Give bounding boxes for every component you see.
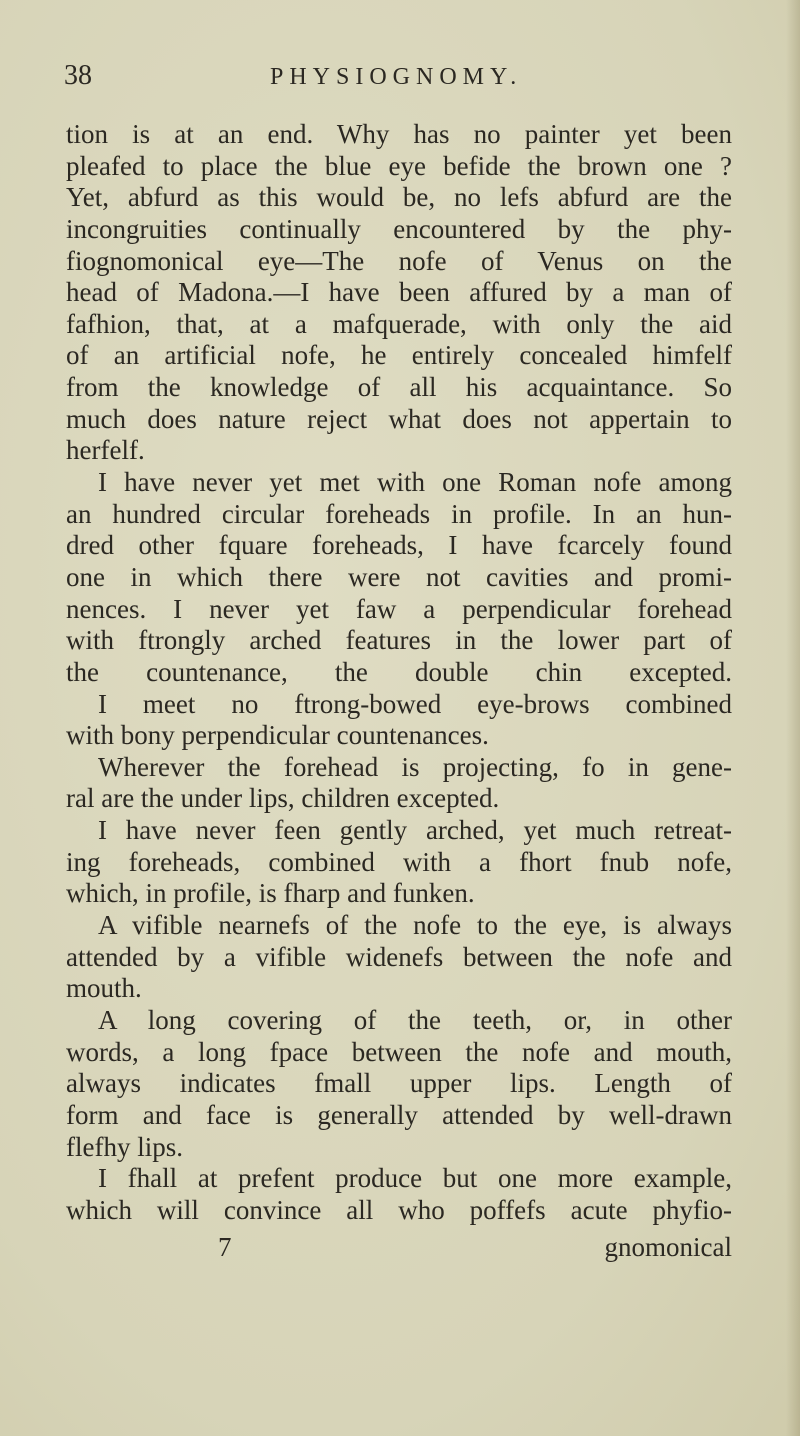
text-line: nences. I never yet faw a perpendicular forehead: [66, 593, 732, 624]
text-line: fafhion, that, at a mafquerade, with only the aid: [66, 308, 732, 339]
text-line: ral are the under lips, children excepted.: [66, 783, 500, 814]
text-line: tion is at an end. Why has no painter yet been: [66, 119, 732, 149]
catchword: gnomonical: [604, 1232, 732, 1262]
text-line: incongruities continually encountered by the phy-: [66, 213, 732, 244]
body-text: [66, 119, 732, 1226]
text-line: attended by a vifible widenefs between the nofe and: [66, 941, 732, 972]
text-line: pleafed to place the blue eye befide the brown one ?: [66, 150, 732, 181]
text-line: one in which there were not cavities and promi-: [66, 561, 732, 592]
text-line: dred other fquare foreheads, I have fcarcely found: [66, 530, 732, 561]
text-line: I have never feen gently arched, yet much retreat-: [98, 815, 732, 846]
text-line: an hundred circular foreheads in profile. In an hun-: [66, 498, 732, 529]
text-line: which, in profile, is fharp and funken.: [66, 878, 475, 909]
text-line: which will convince all who poffefs acute phyfio-: [66, 1194, 732, 1225]
text-line: fiognomonical eye—The nofe of Venus on the: [66, 245, 732, 276]
text-line: flefhy lips.: [66, 1131, 183, 1162]
text-line: much does nature reject what does not appertain to: [66, 403, 732, 434]
text-line: with bony perpendicular countenances.: [66, 720, 489, 751]
text-line: always indicates fmall upper lips. Length of: [66, 1068, 732, 1099]
text-line: head of Madona.—I have been affured by a man of: [66, 277, 732, 308]
text-line: A long covering of the teeth, or, in other: [98, 1004, 732, 1035]
running-title: PHYSIOGNOMY.: [270, 64, 523, 90]
text-line: A vifible nearnefs of the nofe to the eye, is always: [98, 910, 732, 941]
signature-mark: 7: [218, 1232, 232, 1262]
text-line: of an artificial nofe, he entirely concealed himfelf: [66, 340, 732, 371]
text-line: form and face is generally attended by well-drawn: [66, 1099, 732, 1130]
page-edge-shadow: [786, 0, 800, 1436]
text-line: the countenance, the double chin excepted.: [66, 656, 732, 687]
text-line: herfelf.: [66, 435, 145, 466]
text-line: mouth.: [66, 973, 142, 1004]
page-number: 38: [64, 60, 92, 91]
text-line: I meet no ftrong-bowed eye-brows combined: [98, 688, 732, 719]
text-line: Yet, abfurd as this would be, no lefs abfurd are the: [66, 182, 732, 213]
text-line: from the knowledge of all his acquaintance. So: [66, 372, 732, 403]
text-line: ing foreheads, combined with a fhort fnub nofe,: [66, 846, 732, 877]
text-line: with ftrongly arched features in the lower part of: [66, 625, 732, 656]
text-line: words, a long fpace between the nofe and mouth,: [66, 1036, 732, 1067]
text-line: I have never yet met with one Roman nofe among: [98, 467, 732, 498]
text-line: I fhall at prefent produce but one more example,: [98, 1163, 732, 1194]
text-line: Wherever the forehead is projecting, fo in gene-: [98, 751, 732, 782]
